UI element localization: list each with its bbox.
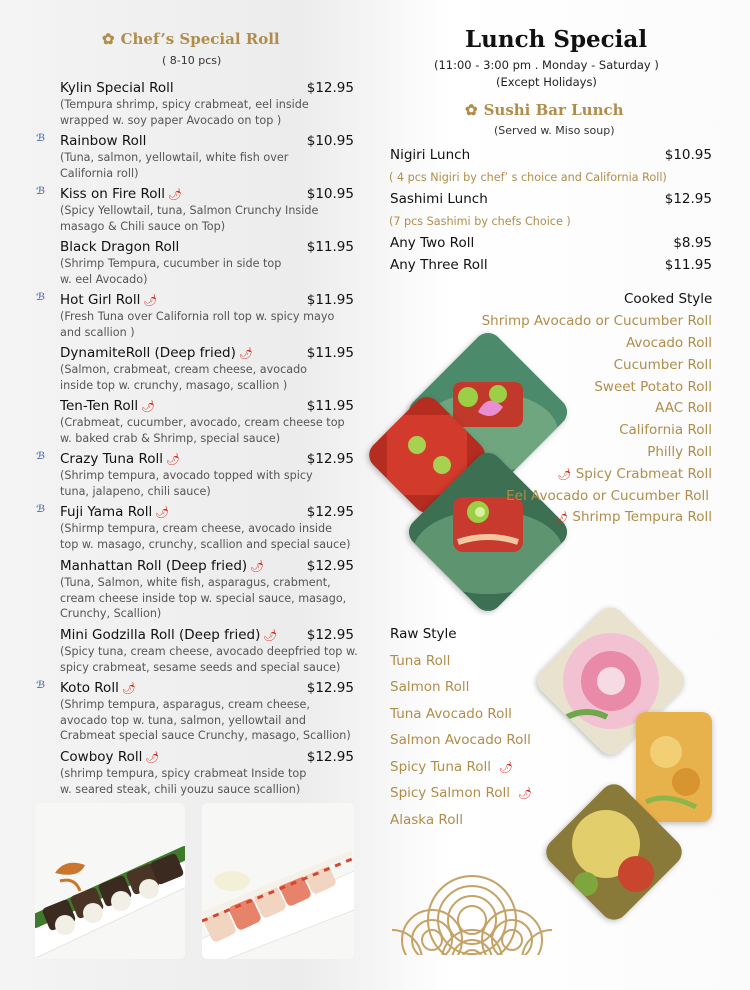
menu-item xyxy=(60,344,354,393)
item-desc: avocado top w. tuna, salmon, yellowtail and xyxy=(60,713,307,727)
item-price: $11.95 xyxy=(306,239,354,255)
item-desc: (Spicy tuna, cream cheese, avocado deepfried top w. xyxy=(60,645,358,658)
raw-item: Tuna Roll xyxy=(390,653,451,669)
lunch-note: ( 4 pcs Nigiri by chef’ s choice and California Roll) xyxy=(389,171,667,184)
flower-icon: ✿ xyxy=(465,101,478,119)
chili-pepper-icon: 🌶 xyxy=(517,787,532,800)
lunch-except: (Except Holidays) xyxy=(496,75,597,89)
item-name: Crazy Tuna Roll xyxy=(60,451,164,467)
menu-item xyxy=(36,132,354,181)
flower-icon: ✿ xyxy=(102,30,115,48)
chili-pepper-icon: 🌶 xyxy=(141,400,156,413)
cooked-item: California Roll xyxy=(619,422,712,438)
sushi-bar-lunch-title: ✿ Sushi Bar Lunch xyxy=(465,101,624,119)
lunch-item xyxy=(390,191,712,207)
chili-pepper-icon: 🌶 xyxy=(250,560,265,573)
item-name: Manhattan Roll (Deep fried) xyxy=(60,558,248,574)
item-desc: Crunchy, Scallion) xyxy=(60,607,162,620)
item-desc: wrapped w. soy paper Avocado on top ) xyxy=(60,113,282,127)
item-name: Sashimi Lunch xyxy=(390,191,488,207)
lunch-note: (7 pcs Sashimi by chefs Choice ) xyxy=(389,215,571,228)
sushi-photo-left xyxy=(35,803,185,959)
spicy-marker-icon: ℬ xyxy=(36,133,46,144)
chili-pepper-icon: 🌶 xyxy=(166,453,180,466)
item-desc: w. baked crab & Shrimp, special sauce) xyxy=(60,431,281,445)
menu-item xyxy=(60,557,354,622)
cooked-item: Avocado Roll xyxy=(625,335,712,351)
item-price: $12.95 xyxy=(306,680,354,696)
item-name: Any Two Roll xyxy=(390,235,475,251)
menu-item xyxy=(60,238,354,287)
item-desc: spicy crabmeat, sesame seeds and special sauce) xyxy=(60,660,341,674)
item-name: Rainbow Roll xyxy=(60,133,147,149)
item-name: Nigiri Lunch xyxy=(390,147,471,163)
cooked-item: 🌶 Shrimp Tempura Roll xyxy=(554,509,712,525)
item-desc: and scallion ) xyxy=(60,325,135,339)
item-price: $11.95 xyxy=(664,257,712,273)
item-name: DynamiteRoll (Deep fried) xyxy=(60,345,236,361)
item-desc: (Tempura shrimp, spicy crabmeat, eel inside xyxy=(60,98,309,111)
item-name: Hot Girl Roll xyxy=(60,292,141,308)
chili-pepper-icon: 🌶 xyxy=(554,511,569,524)
item-desc: (Shirmp tempura, cream cheese, avocado inside xyxy=(60,522,333,535)
item-price: $12.95 xyxy=(664,191,712,207)
cooked-item: 🌶 Spicy Crabmeat Roll xyxy=(557,466,712,482)
item-price: $11.95 xyxy=(306,345,354,361)
item-desc: (Shrimp tempura, avocado topped with spicy xyxy=(60,469,313,482)
item-name: Koto Roll xyxy=(60,680,119,696)
item-desc: (Shrimp tempura, asparagus, cream cheese, xyxy=(60,698,310,711)
lunch-special-title: Lunch Special xyxy=(465,26,648,53)
spicy-marker-icon: ℬ xyxy=(36,504,46,515)
chili-pepper-icon: 🌶 xyxy=(557,468,572,481)
item-name: Black Dragon Roll xyxy=(60,239,180,255)
raw-item: Salmon Avocado Roll xyxy=(390,732,531,748)
menu-item xyxy=(36,185,354,234)
spicy-marker-icon: ℬ xyxy=(36,451,46,462)
item-price: $12.95 xyxy=(306,627,354,643)
item-price: $10.95 xyxy=(664,147,712,163)
cooked-item: AAC Roll xyxy=(655,400,712,416)
item-desc: (Shrimp Tempura, cucumber in side top xyxy=(60,257,282,270)
raw-item: Spicy Salmon Roll 🌶 xyxy=(390,785,532,801)
chili-pepper-icon: 🌶 xyxy=(155,506,170,519)
chili-pepper-icon: 🌶 xyxy=(238,347,253,360)
wave-pattern-decoration xyxy=(392,860,552,955)
item-price: $12.95 xyxy=(306,80,354,96)
lunch-hours: (11:00 - 3:00 pm . Monday - Saturday ) xyxy=(434,58,659,72)
lunch-item xyxy=(390,147,712,163)
menu-item xyxy=(60,626,358,675)
item-price: $12.95 xyxy=(306,749,354,765)
item-desc: (Tuna, salmon, yellowtail, white fish over xyxy=(60,151,289,164)
item-desc: (Spicy Yellowtail, tuna, Salmon Crunchy Inside xyxy=(60,204,319,217)
chili-pepper-icon: 🌶 xyxy=(263,629,278,642)
raw-item: Tuna Avocado Roll xyxy=(390,706,512,722)
chefs-special-subtitle: ( 8-10 pcs) xyxy=(162,54,222,67)
item-name: Ten-Ten Roll xyxy=(60,398,139,414)
menu-item xyxy=(36,503,354,552)
lunch-item xyxy=(390,257,712,273)
item-desc: (Fresh Tuna over California roll top w. spicy mayo xyxy=(60,310,335,323)
item-name: Fuji Yama Roll xyxy=(60,504,153,520)
item-price: $12.95 xyxy=(306,451,354,467)
item-desc: w. seared steak, chili youzu sauce scallion) xyxy=(60,782,301,796)
item-desc: Crabmeat special sauce Crunchy, masago, Scallion) xyxy=(60,729,351,742)
item-name: Mini Godzilla Roll (Deep fried) xyxy=(60,627,261,643)
item-desc: California roll) xyxy=(60,166,139,180)
chili-pepper-icon: 🌶 xyxy=(499,761,513,774)
spicy-marker-icon: ℬ xyxy=(36,186,46,197)
item-name: Kiss on Fire Roll xyxy=(60,186,165,202)
chefs-special-title: ✿ Chef’s Special Roll xyxy=(102,30,280,48)
raw-style-title: Raw Style xyxy=(390,626,457,642)
sushi-bar-lunch-subtitle: (Served w. Miso soup) xyxy=(494,124,615,137)
raw-item: Salmon Roll xyxy=(390,679,470,695)
item-desc: (Tuna, Salmon, white fish, asparagus, crabment, xyxy=(60,576,331,589)
chili-pepper-icon: 🌶 xyxy=(143,294,158,307)
sushi-photo-right xyxy=(202,803,354,959)
item-desc: top w. masago, crunchy, scallion and special sauce) xyxy=(60,537,351,551)
cooked-style-title: Cooked Style xyxy=(624,291,713,307)
raw-item: Spicy Tuna Roll 🌶 xyxy=(390,759,513,775)
item-price: $12.95 xyxy=(306,504,354,520)
item-price: $10.95 xyxy=(306,186,354,202)
menu-item xyxy=(60,397,354,446)
item-name: Cowboy Roll xyxy=(60,749,143,765)
item-price: $12.95 xyxy=(306,558,354,574)
cooked-item: Eel Avocado or Cucumber Roll xyxy=(506,488,709,504)
item-desc: w. eel Avocado) xyxy=(60,272,148,286)
menu-item xyxy=(36,291,354,340)
lunch-item xyxy=(390,235,712,251)
item-price: $11.95 xyxy=(306,292,354,308)
item-desc: (shrimp tempura, spicy crabmeat Inside top xyxy=(60,767,307,780)
menu-item xyxy=(60,748,354,797)
cooked-item: Cucumber Roll xyxy=(613,357,712,373)
item-desc: cream cheese inside top w. special sauce, masago, xyxy=(60,591,347,605)
menu-item xyxy=(36,450,354,499)
cooked-item: Shrimp Avocado or Cucumber Roll xyxy=(481,313,712,329)
menu-item xyxy=(36,679,354,744)
spicy-marker-icon: ℬ xyxy=(36,680,46,691)
raw-item: Alaska Roll xyxy=(390,812,463,828)
chili-pepper-icon: 🌶 xyxy=(168,188,182,201)
cooked-item: Sweet Potato Roll xyxy=(594,379,712,395)
item-desc: inside top w. crunchy, masago, scallion ) xyxy=(60,378,288,392)
item-desc: tuna, jalapeno, chili sauce) xyxy=(60,484,211,498)
item-desc: (Salmon, crabmeat, cream cheese, avocado xyxy=(60,363,308,376)
item-price: $8.95 xyxy=(673,235,712,251)
item-name: Kylin Special Roll xyxy=(60,80,174,96)
item-price: $11.95 xyxy=(306,398,354,414)
food-photo-diamond xyxy=(636,712,712,822)
item-name: Any Three Roll xyxy=(390,257,488,273)
item-price: $10.95 xyxy=(306,133,354,149)
item-desc: masago & Chili sauce on Top) xyxy=(60,219,226,233)
chili-pepper-icon: 🌶 xyxy=(121,682,136,695)
cooked-item: Philly Roll xyxy=(647,444,712,460)
chili-pepper-icon: 🌶 xyxy=(145,751,160,764)
item-desc: (Crabmeat, cucumber, avocado, cream cheese top xyxy=(60,416,345,429)
menu-item xyxy=(60,79,354,128)
spicy-marker-icon: ℬ xyxy=(36,292,46,303)
